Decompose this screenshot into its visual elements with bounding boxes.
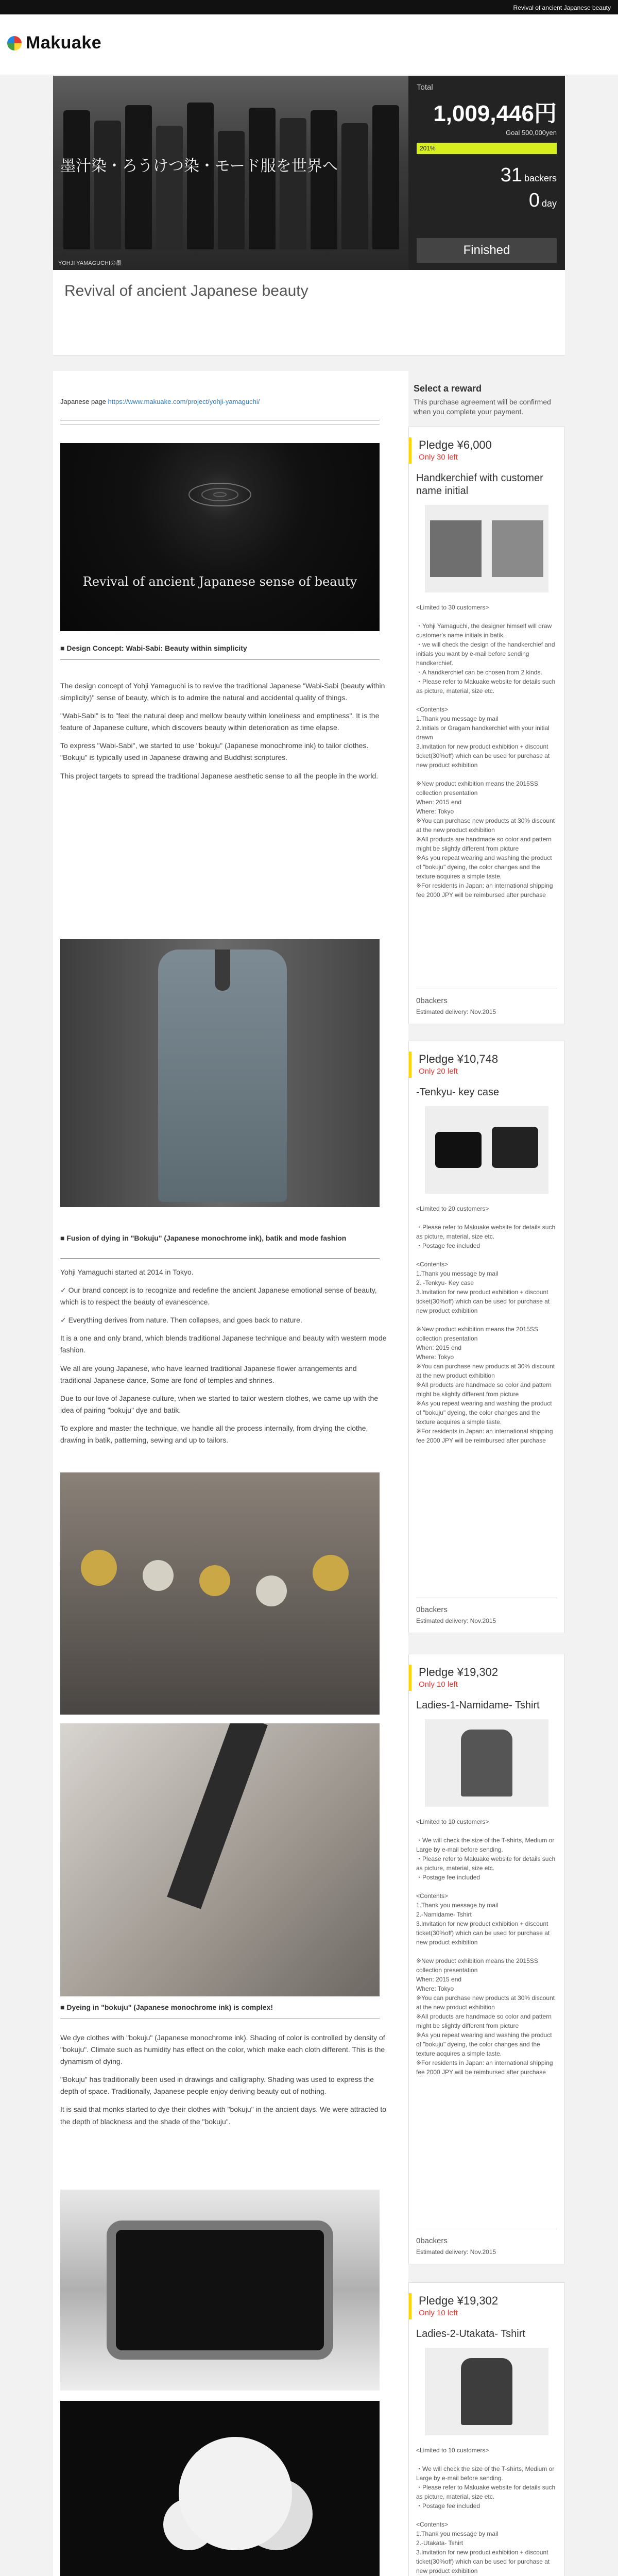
- reward-price: Pledge ¥19,302: [419, 2294, 499, 2307]
- ink-splash-image: [60, 2401, 380, 2576]
- paragraph: We all are young Japanese, who have learned traditional Japanese flower arrangements and traditional Japanese dance. Some are fond of temples and shrines.: [60, 1364, 357, 1384]
- reward-thumbnail: [425, 505, 548, 592]
- reward-price: Pledge ¥6,000: [419, 438, 492, 451]
- site-header: [0, 14, 618, 75]
- logo-text: Makuake: [26, 33, 102, 53]
- reward-name: Handkerchief with customer name initial: [416, 472, 543, 497]
- top-bar: [0, 0, 618, 14]
- divider: [60, 659, 380, 660]
- divider: [60, 424, 380, 425]
- reward-price: Pledge ¥19,302: [419, 1666, 499, 1679]
- section-heading: ■ Fusion of dying in "Bokuju" (Japanese monochrome ink), batik and mode fashion: [60, 1234, 347, 1242]
- hero-image: [53, 76, 408, 270]
- purchase-note: This purchase agreement will be confirmed when you complete your payment.: [414, 398, 551, 416]
- reward-card[interactable]: [408, 1041, 565, 1633]
- backers-count: 31: [500, 164, 522, 186]
- section-heading: ■ Dyeing in "bokuju" (Japanese monochrome ink) is complex!: [60, 2003, 273, 2011]
- reward-name: Ladies-1-Namidame- Tshirt: [416, 1700, 540, 1711]
- concept-image-text: Revival of ancient Japanese sense of beauty: [82, 574, 357, 589]
- reward-details: <Limited to 10 customers> ・We will check the size of the T-shirts, Medium or Large by e-mail before sending. ・Please refer to Makuake website for details such as picture, material, size etc. ・Postage fee included <Contents> 1.Thank you message by mail 2.-Namidame- Tshirt 3.Invitation for new product exhibition + discount ticket(30%off) which can be used for purchase at new product exhibition ※New product exhibition means the 2015SS collection presentation When: 2015 end Where: Tokyo ※You can purchase new products at 30% discount at the new product exhibition ※All products are handmade so color and pattern might be slightly different from picture ※As you repeat wearing and washing the product of "bokuju" dyeing, the color changes and the texture acquires a simple taste. ※For residents in Japan: an international shipping fee 2000 JPY will be reimbursed after purchase: [416, 1818, 556, 2076]
- reward-left: Only 10 left: [419, 1680, 458, 1689]
- goal-amount: Goal 500,000yen: [505, 129, 557, 137]
- price-block: [409, 1665, 564, 1691]
- reward-name: Ladies-2-Utakata- Tshirt: [416, 2328, 525, 2340]
- section-heading: ■ Design Concept: Wabi-Sabi: Beauty within simplicity: [60, 644, 247, 652]
- reward-price: Pledge ¥10,748: [419, 1053, 499, 1065]
- reward-delivery: Estimated delivery: Nov.2015: [416, 1008, 496, 1015]
- reward-delivery: Estimated delivery: Nov.2015: [416, 1617, 496, 1624]
- reward-card[interactable]: [408, 1654, 565, 2264]
- paragraph: "Wabi-Sabi" is to "feel the natural deep and mellow beauty within loneliness and emptiness". It is the feature of Japanese culture, which discovers beauty within deterioration as time elapse.: [60, 711, 380, 732]
- reward-sidebar: [408, 371, 565, 2576]
- japanese-page-label: Japanese page: [60, 398, 106, 405]
- total-label: Total: [417, 83, 433, 92]
- ink-bowl-image: [60, 2190, 380, 2391]
- reward-left: Only 30 left: [419, 453, 458, 462]
- paragraph: We dye clothes with "bokuju" (Japanese monochrome ink). Shading of color is controlled by density of "bokuju". Climate such as humidity has effect on the color, which make each cloth different. This is the dynamism of dying.: [60, 2033, 385, 2066]
- batik-image: [60, 1723, 380, 1996]
- japanese-page-line: [60, 398, 388, 405]
- paragraph: It is a one and only brand, which blends traditional Japanese technique and beauty with western mode fashion.: [60, 1334, 387, 1354]
- project-title-box: [53, 270, 565, 355]
- paragraph: Due to our love of Japanese culture, when we started to tailor western clothes, we came up with the idea of pairing "bokuju" dye and batik.: [60, 1394, 379, 1414]
- reward-thumbnail: [425, 1719, 548, 1807]
- dyeing-text: [60, 2032, 388, 2128]
- reward-delivery: Estimated delivery: Nov.2015: [416, 2248, 496, 2256]
- funding-stats: [408, 76, 565, 270]
- backers-stat: [417, 164, 557, 187]
- logo-icon: [7, 36, 22, 50]
- reward-details: <Limited to 20 customers> ・Please refer to Makuake website for details such as picture, material, size etc. ・Postage fee included <Contents> 1.Thank you message by mail 2. -Tenkyu- Key case 3.Invitation for new product exhibition + discount ticket(30%off) which can be used for purchase at new product exhibition ※New product exhibition means the 2015SS collection presentation When: 2015 end Where: Tokyo ※You can purchase new products at 30% discount at the new product exhibition ※All products are handmade so color and pattern might be slightly different from picture ※As you repeat wearing and washing the product of "bokuju" dyeing, the color changes and the texture acquires a simple taste. ※For residents in Japan: an international shipping fee 2000 JPY will be reimbursed after purchase: [416, 1205, 556, 1444]
- funding-progress-bar: [417, 143, 557, 154]
- reward-backers: 0backers: [416, 1605, 448, 1614]
- reward-footer: [416, 2229, 557, 2256]
- backers-label: backers: [524, 173, 557, 183]
- paragraph: To express "Wabi-Sabi", we started to use "bokuju" (Japanese monochrome ink) to tailor clothes. "Bokuju" is typically used in Japanese drawing and Buddhist scriptures.: [60, 741, 369, 762]
- coat-image: [60, 939, 380, 1207]
- reward-left: Only 20 left: [419, 1067, 458, 1076]
- paragraph: The design concept of Yohji Yamaguchi is to revive the traditional Japanese "Wabi-Sabi (beauty within simplicity)" sense of beauty, which is to admire the natural and accidental quality of things.: [60, 682, 385, 702]
- hero-title: 墨汁染・ろうけつ染・モード服を世界へ: [60, 157, 338, 175]
- total-amount: 1,009,446円: [433, 101, 557, 126]
- price-block: [409, 1052, 564, 1078]
- reward-footer: [416, 989, 557, 1015]
- fusion-text: [60, 1266, 388, 1446]
- concept-image: [60, 443, 380, 631]
- days-count: 0: [528, 190, 540, 211]
- reward-thumbnail: [425, 1106, 548, 1194]
- project-hero: [53, 76, 565, 270]
- reward-footer: [416, 1598, 557, 1624]
- ink-swirl-icon: [60, 443, 380, 631]
- hero-caption: YOHJI YAMAGUCHIの墨: [58, 260, 122, 266]
- days-stat: [417, 190, 557, 212]
- japanese-page-link[interactable]: https://www.makuake.com/project/yohji-yamaguchi/: [108, 398, 260, 405]
- paragraph: It is said that monks started to dye their clothes with "bokuju" in the ancient days. We were attracted to the depth of blackness and the shade of the "bokuju".: [60, 2105, 387, 2126]
- progress-fill: [417, 143, 557, 154]
- paragraph: ✓ Everything derives from nature. Then collapses, and goes back to nature.: [60, 1316, 302, 1325]
- price-block: [409, 437, 564, 464]
- price-block: [409, 2293, 564, 2319]
- paragraph: Yohji Yamaguchi started at 2014 in Tokyo.: [60, 1268, 194, 1276]
- reward-details: <Limited to 10 customers> ・We will check the size of the T-shirts, Medium or Large by e-mail before sending. ・Please refer to Makuake website for details such as picture, material, size etc. ・Postage fee included <Contents> 1.Thank you message by mail 2.-Utakata- Tshirt 3.Invitation for new product exhibition + discount ticket(30%off) which can be used for purchase at new product exhibition: [416, 2447, 556, 2574]
- reward-name: -Tenkyu- key case: [416, 1087, 500, 1098]
- reward-left: Only 10 left: [419, 2309, 458, 2317]
- topbar-title: Revival of ancient Japanese beauty: [513, 4, 611, 11]
- reward-backers: 0backers: [416, 2236, 448, 2245]
- project-description: [53, 371, 408, 2576]
- days-label: day: [541, 198, 557, 209]
- reward-thumbnail: [425, 2348, 548, 2435]
- paragraph: "Bokuju" has traditionally been used in drawings and calligraphy. Shading was used to express the depth of space. Traditionally, Japanese people enjoy deriving beauty out of nothing.: [60, 2075, 374, 2096]
- reward-card[interactable]: [408, 2282, 565, 2576]
- paragraph: ✓ Our brand concept is to recognize and redefine the ancient Japanese emotional sense of beauty, which is to respect the beauty of evanescence.: [60, 1286, 377, 1307]
- progress-percent: 201%: [420, 145, 436, 152]
- reward-backers: 0backers: [416, 996, 448, 1005]
- reward-details: <Limited to 30 customers> ・Yohji Yamaguchi, the designer himself will draw customer's name initials in batik. ・we will check the design of the handkerchief and initials you want by e-mail before sending handkerchief. ・A handkerchief can be chosen from 2 kinds. ・Please refer to Makuake website for details such as picture, material, size etc. <Contents> 1.Thank you message by mail 2.Initials or Gragam handkerchief with your initial drawn 3.Invitation for new product exhibition + discount ticket(30%off) which can be used for purchase at new product exhibition ※New product exhibition means the 2015SS collection presentation When: 2015 end Where: Tokyo ※You can purchase new products at 30% discount at the new product exhibition ※All products are handmade so color and pattern might be slightly different from picture ※As you repeat wearing and washing the product of "bokuju" dyeing, the color changes and the texture acquires a simple taste. ※For residents in Japan: an international shipping fee 2000 JPY will be reimbursed after purchase: [416, 604, 556, 899]
- divider: [60, 1258, 380, 1259]
- page-title: Revival of ancient Japanese beauty: [64, 282, 308, 299]
- concept-text: [60, 680, 388, 782]
- select-reward-title: Select a reward: [414, 383, 482, 394]
- makuake-logo[interactable]: [7, 33, 101, 53]
- reward-card[interactable]: [408, 427, 565, 1024]
- workshop-image: [60, 1472, 380, 1715]
- paragraph: To explore and master the technique, we handle all the process internally, from drying the clothe, drawing in batik, patterning, sewing and up to tailors.: [60, 1423, 368, 1445]
- paragraph: This project targets to spread the traditional Japanese aesthetic sense to all the people in the world.: [60, 771, 379, 780]
- finished-button: Finished: [417, 238, 557, 263]
